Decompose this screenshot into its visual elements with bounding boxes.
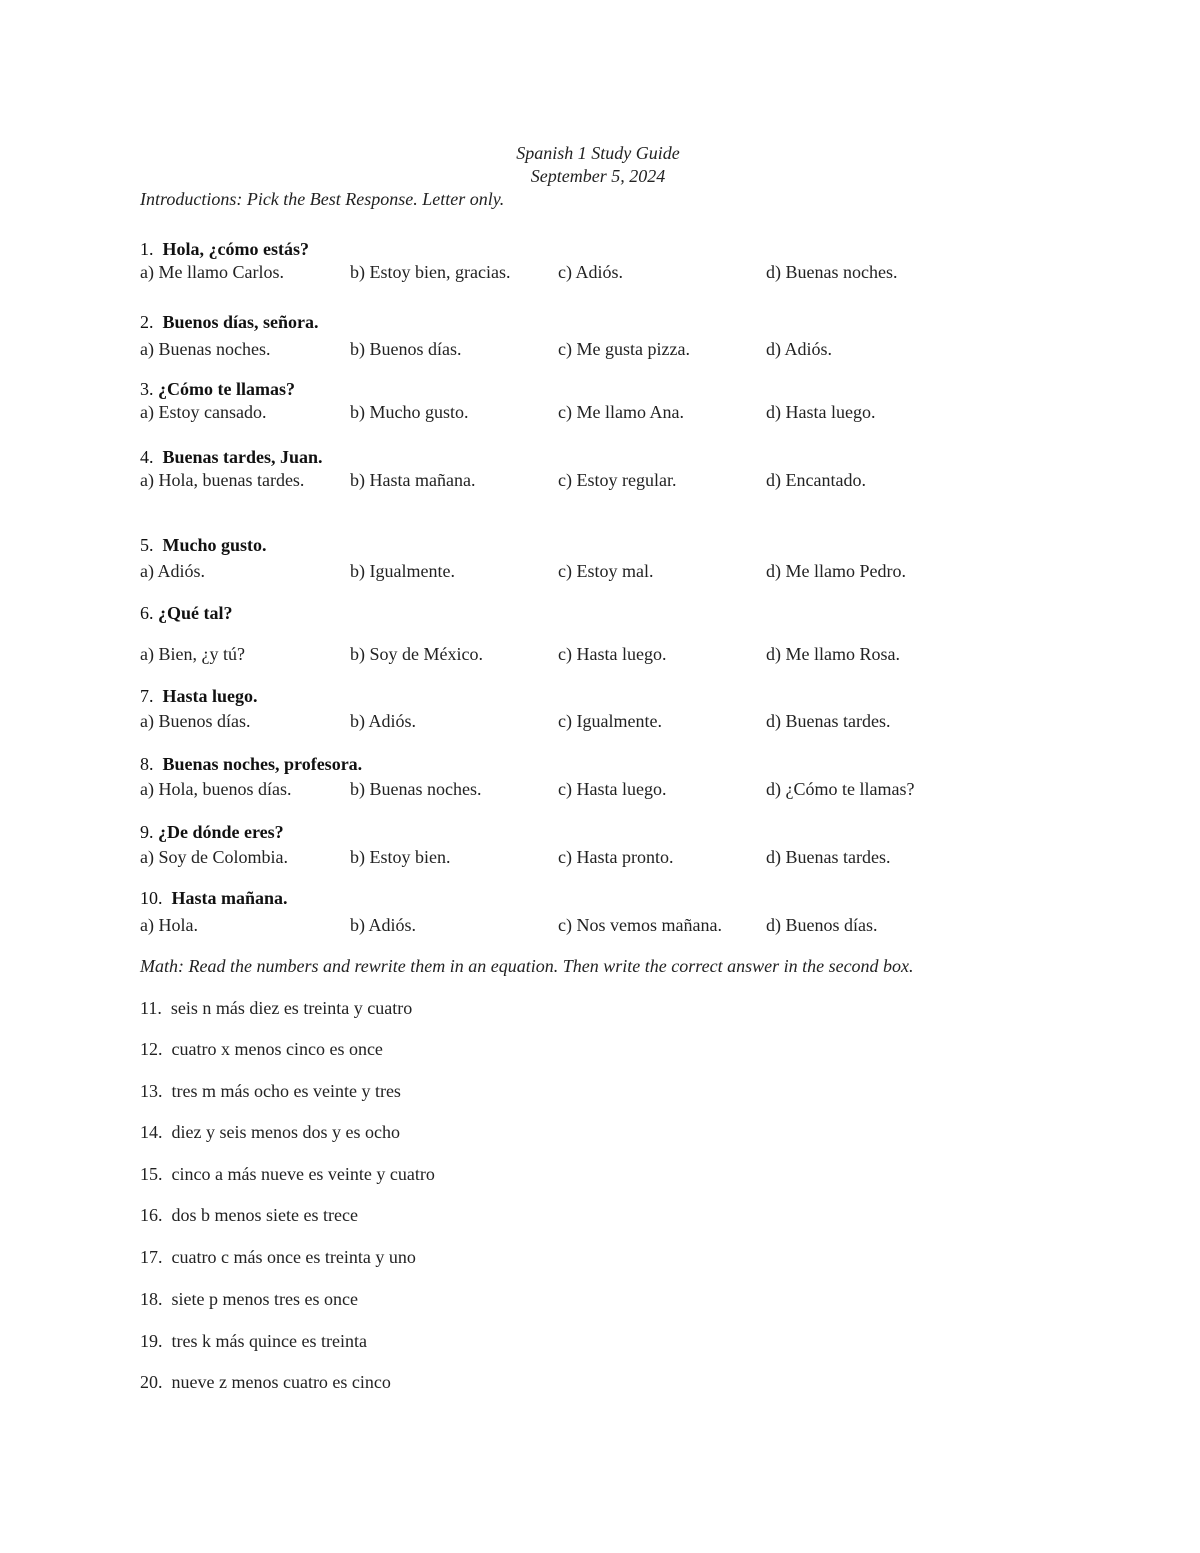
answer-option: a) Adiós. xyxy=(140,561,205,581)
document-title: Spanish 1 Study Guide xyxy=(516,143,680,163)
answer-option: b) Soy de México. xyxy=(350,644,483,664)
answer-option: a) Soy de Colombia. xyxy=(140,847,288,867)
answer-option: c) Hasta luego. xyxy=(558,644,667,664)
math-item: 13. tres m más ocho es veinte y tres xyxy=(140,1081,401,1101)
section-instructions: Introductions: Pick the Best Response. Letter only. xyxy=(140,189,505,209)
answer-option: d) Encantado. xyxy=(766,470,866,490)
question-title: 8. Buenas noches, profesora. xyxy=(140,754,363,774)
math-item: 19. tres k más quince es treinta xyxy=(140,1331,367,1351)
question-title: 7. Hasta luego. xyxy=(140,686,258,706)
math-item: 14. diez y seis menos dos y es ocho xyxy=(140,1122,400,1142)
answer-option: a) Buenas noches. xyxy=(140,339,271,359)
document-date: September 5, 2024 xyxy=(530,166,666,186)
answer-option: c) Igualmente. xyxy=(558,711,662,731)
answer-option: c) Hasta luego. xyxy=(558,779,667,799)
answer-option: c) Estoy regular. xyxy=(558,470,677,490)
question-title: 5. Mucho gusto. xyxy=(140,535,267,555)
question-title: 1. Hola, ¿cómo estás? xyxy=(140,239,309,259)
answer-option: d) Me llamo Rosa. xyxy=(766,644,900,664)
math-item: 20. nueve z menos cuatro es cinco xyxy=(140,1372,391,1392)
answer-option: b) Hasta mañana. xyxy=(350,470,476,490)
math-item: 11. seis n más diez es treinta y cuatro xyxy=(140,998,413,1018)
answer-option: b) Estoy bien. xyxy=(350,847,451,867)
math-item: 18. siete p menos tres es once xyxy=(140,1289,358,1309)
answer-option: d) Me llamo Pedro. xyxy=(766,561,906,581)
question-title: 2. Buenos días, señora. xyxy=(140,312,319,332)
question-title: 6. ¿Qué tal? xyxy=(140,603,233,623)
question-title: 4. Buenas tardes, Juan. xyxy=(140,447,323,467)
math-item: 12. cuatro x menos cinco es once xyxy=(140,1039,383,1059)
answer-option: a) Buenos días. xyxy=(140,711,251,731)
answer-option: a) Estoy cansado. xyxy=(140,402,267,422)
answer-option: c) Nos vemos mañana. xyxy=(558,915,722,935)
answer-option: d) ¿Cómo te llamas? xyxy=(766,779,915,799)
answer-option: c) Estoy mal. xyxy=(558,561,654,581)
math-item: 15. cinco a más nueve es veinte y cuatro xyxy=(140,1164,435,1184)
answer-option: d) Buenos días. xyxy=(766,915,878,935)
answer-option: b) Adiós. xyxy=(350,711,417,731)
question-title: 9. ¿De dónde eres? xyxy=(140,822,284,842)
answer-option: c) Me llamo Ana. xyxy=(558,402,684,422)
answer-option: d) Adiós. xyxy=(766,339,833,359)
answer-option: b) Buenos días. xyxy=(350,339,462,359)
answer-option: b) Igualmente. xyxy=(350,561,455,581)
answer-option: a) Me llamo Carlos. xyxy=(140,262,284,282)
answer-option: a) Hola, buenas tardes. xyxy=(140,470,305,490)
answer-option: c) Adiós. xyxy=(558,262,623,282)
answer-option: b) Buenas noches. xyxy=(350,779,482,799)
answer-option: c) Me gusta pizza. xyxy=(558,339,690,359)
math-item: 16. dos b menos siete es trece xyxy=(140,1205,358,1225)
answer-option: c) Hasta pronto. xyxy=(558,847,674,867)
math-item: 17. cuatro c más once es treinta y uno xyxy=(140,1247,416,1267)
answer-option: d) Buenas noches. xyxy=(766,262,898,282)
answer-option: d) Buenas tardes. xyxy=(766,711,891,731)
answer-option: d) Buenas tardes. xyxy=(766,847,891,867)
answer-option: a) Hola, buenos días. xyxy=(140,779,292,799)
answer-option: d) Hasta luego. xyxy=(766,402,876,422)
question-title: 10. Hasta mañana. xyxy=(140,888,288,908)
answer-option: a) Hola. xyxy=(140,915,198,935)
answer-option: b) Adiós. xyxy=(350,915,417,935)
answer-option: b) Mucho gusto. xyxy=(350,402,469,422)
math-instructions: Math: Read the numbers and rewrite them in an equation. Then write the correct answer in the second box. xyxy=(140,956,914,976)
answer-option: a) Bien, ¿y tú? xyxy=(140,644,245,664)
question-title: 3. ¿Cómo te llamas? xyxy=(140,379,295,399)
answer-option: b) Estoy bien, gracias. xyxy=(350,262,511,282)
